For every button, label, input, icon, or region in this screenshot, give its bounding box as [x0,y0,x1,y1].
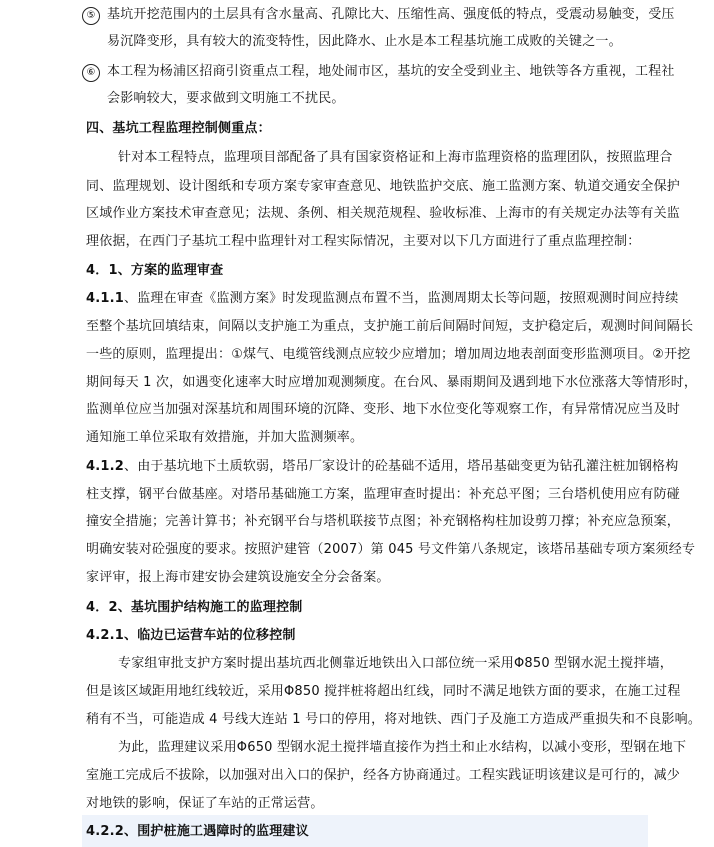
section-4-heading: 四、基坑工程监理控制侧重点： [86,121,271,136]
section-4-paragraph-line-1: 针对本工程特点，监理项目部配备了具有国家资格证和上海市监理资格的监理团队，按照监理合 [118,150,673,165]
paragraph-4-1-2-line-2: 柱支撑，钢平台做基座。对塔吊基础施工方案，监理审查时提出：补充总平图；三台塔机使用应有防碰 [86,487,681,502]
paragraph-4-1-1-line-1 [86,290,679,308]
section-4-paragraph-line-2: 同、监理规划、设计图纸和专项方案专家审查意见、地铁监护交底、施工监测方案、轨道交通安全保护 [86,179,681,194]
paragraph-4-1-2-line-1 [86,458,679,476]
paragraph-4-1-1-line-4: 期间每天 1 次，如遇变化速率大时应增加观测频度。在台风、暴雨期间及遇到地下水位涨落大等情形时， [86,375,698,390]
paragraph-4-1-1-line-3: 一些的原则，监理提出：①煤气、电缆管线测点应较少应增加；增加周边地表剖面变形监测项目。②开挖 [86,347,691,362]
section-4-2-1-heading: 4.2.1、临边已运营车站的位移控制 [86,628,296,643]
item6-line-2: 会影响较大，要求做到文明施工不扰民。 [107,91,345,106]
item5-line-2: 易沉降变形，具有较大的流变特性，因此降水、止水是本工程基坑施工成败的关键之一。 [107,34,622,49]
paragraph-4-1-1-text: 、监理在审查《监测方案》时发现监测点布置不当，监测周期太长等问题，按照观测时间应持续 [124,291,679,306]
section-4-paragraph-line-3: 区域作业方案技术审查意见；法规、条例、相关规范规程、验收标准、上海市的有关规定办法等有关监 [86,206,681,221]
paragraph-4-1-2-line-5: 家评审，报上海市建安协会建筑设施安全分会备案。 [86,570,390,585]
list-marker-5: ⑤ [82,7,100,25]
list-marker-6: ⑥ [82,64,100,82]
item6-line-1: 本工程为杨浦区招商引资重点工程，地处闹市区，基坑的安全受到业主、地铁等各方重视，工程社 [107,64,675,79]
paragraph-4-2-1-b-line-1: 为此，监理建议采用Φ650 型钢水泥土搅拌墙直接作为挡土和止水结构，以减小变形，型钢在地下 [118,740,687,755]
paragraph-4-1-2-text: 、由于基坑地下土质软弱，塔吊厂家设计的砼基础不适用，塔吊基础变更为钻孔灌注桩加钢格构 [124,459,679,474]
item5-line-1: 基坑开挖范围内的土层具有含水量高、孔隙比大、压缩性高、强度低的特点，受震动易触变，受压 [107,7,675,22]
paragraph-4-2-1-a-line-3: 稍有不当，可能造成 4 号线大连站 1 号口的停用，将对地铁、西门子及施工方造成严重损失和不良影响。 [86,712,702,727]
section-4-paragraph-line-4: 理依据，在西门子基坑工程中监理针对工程实际情况，主要对以下几方面进行了重点监理控制： [86,234,641,249]
paragraph-4-2-1-a-line-1: 专家组审批支护方案时提出基坑西北侧靠近地铁出入口部位统一采用Φ850 型钢水泥土搅拌墙， [118,656,673,671]
paragraph-4-1-2-line-4: 明确安装对砼强度的要求。按照沪建管（2007）第 045 号文件第八条规定，该塔吊基础专项方案须经专 [86,542,696,557]
section-4-2-2-heading: 4.2.2、围护桩施工遇障时的监理建议 [86,824,309,839]
paragraph-4-2-1-a-line-2: 但是该区域距用地红线较近，采用Φ850 搅拌桩将超出红线，同时不满足地铁方面的要求，在施工过程 [86,684,681,699]
paragraph-4-1-1-line-5: 监测单位应当加强对深基坑和周围环境的沉降、变形、地下水位变化等观察工作，有异常情况应当及时 [86,402,681,417]
paragraph-4-1-1-line-2: 至整个基坑回填结束，间隔以支护施工为重点，支护施工前后间隔时间短，支护稳定后，观测时间间隔长 [86,319,694,334]
section-4-2-heading: 4．2、基坑围护结构施工的监理控制 [86,600,303,615]
section-4-1-heading: 4．1、方案的监理审查 [86,263,224,278]
paragraph-4-1-1-line-6: 通知施工单位采取有效措施，并加大监测频率。 [86,430,364,445]
paragraph-4-1-2-line-3: 撞安全措施；完善计算书；补充钢平台与塔机联接节点图；补充钢格构柱加设剪刀撑；补充应急预案， [86,514,681,529]
paragraph-4-1-2-label: 4.1.2 [86,459,125,474]
paragraph-4-2-1-b-line-3: 对地铁的影响，保证了车站的正常运营。 [86,796,324,811]
paragraph-4-1-1-label: 4.1.1 [86,291,125,306]
paragraph-4-2-1-b-line-2: 室施工完成后不拔除，以加强对出入口的保护，经各方协商通过。工程实践证明该建议是可行的，减少 [86,768,681,783]
